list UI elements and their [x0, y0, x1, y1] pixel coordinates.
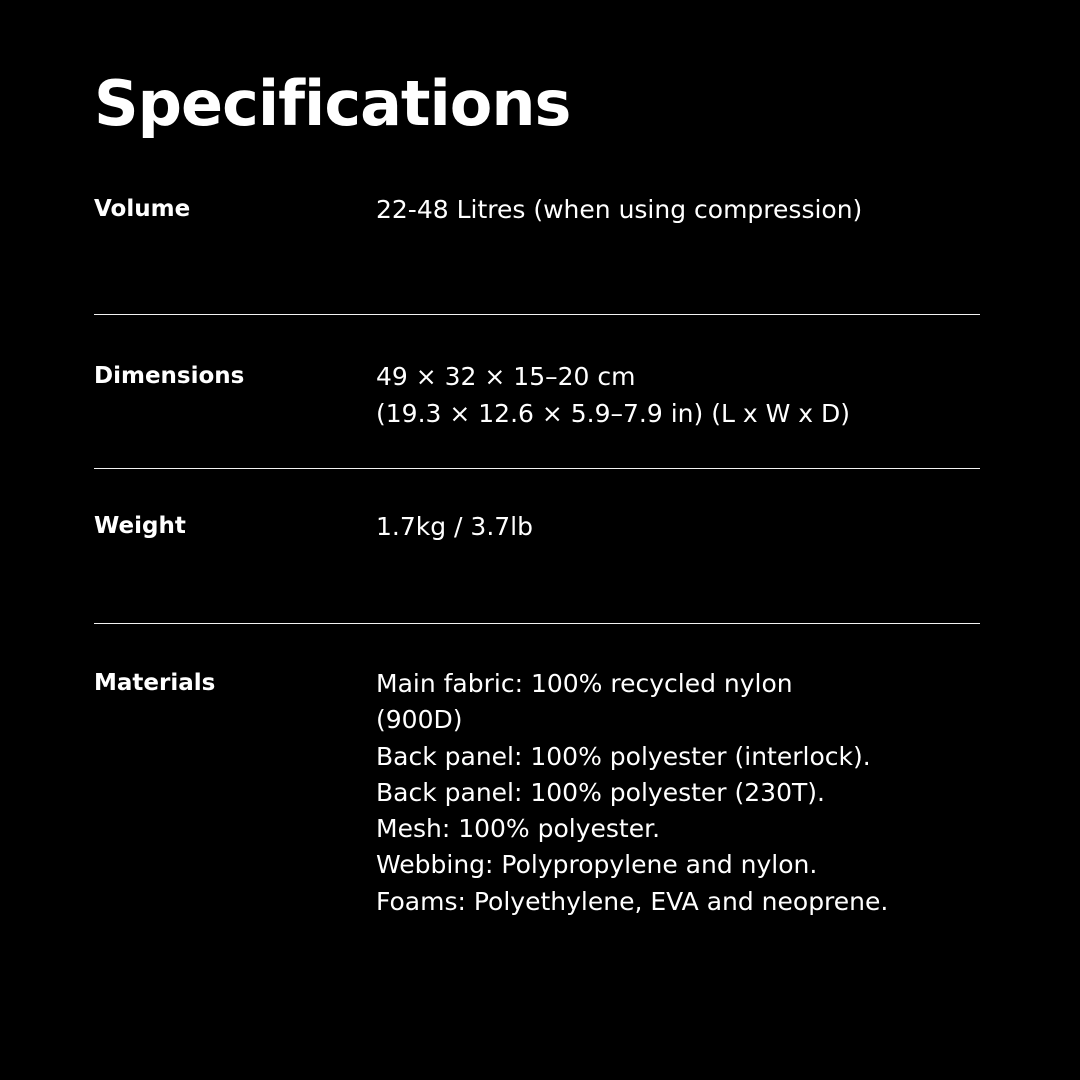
- spec-value-line: 22-48 Litres (when using compression): [376, 195, 863, 224]
- spec-value-line: Webbing: Polypropylene and nylon.: [376, 850, 818, 880]
- spec-label-volume: Volume: [94, 196, 191, 222]
- spec-value-weight: [376, 509, 980, 545]
- table-row: [94, 624, 980, 920]
- spec-value-line: Back panel: 100% polyester (interlock).: [376, 741, 871, 771]
- row-spacer: [94, 432, 980, 468]
- spec-label-weight: Weight: [94, 512, 186, 539]
- table-row: [94, 315, 980, 432]
- spec-label-dimensions: Dimensions: [94, 363, 245, 390]
- spec-value-line: Main fabric: 100% recycled nylon: [376, 669, 793, 698]
- spec-value-line: Mesh: 100% polyester.: [376, 814, 661, 843]
- table-row: [94, 469, 980, 545]
- spec-value-line: 49 × 32 × 15–20 cm: [376, 362, 636, 392]
- spec-value-line: (900D): [376, 705, 463, 735]
- spec-value-dimensions: [376, 359, 980, 432]
- row-divider: [94, 468, 980, 469]
- row-spacer: [94, 228, 980, 314]
- spec-label-materials: Materials: [94, 670, 216, 696]
- spec-value-materials: [376, 666, 980, 920]
- specifications-table: [94, 178, 980, 920]
- table-row: [94, 178, 980, 228]
- row-spacer: [94, 545, 980, 623]
- spec-value-line: Back panel: 100% polyester (230T).: [376, 777, 825, 807]
- spec-value-line: Foams: Polyethylene, EVA and neoprene.: [376, 886, 889, 916]
- spec-value-line: (19.3 × 12.6 × 5.9–7.9 in) (L x W x D): [376, 398, 850, 428]
- page-title: Specifications: [94, 66, 571, 140]
- spec-value-volume: [376, 192, 980, 228]
- spec-value-line: 1.7kg / 3.7lb: [376, 511, 533, 541]
- row-divider: [94, 314, 980, 315]
- row-divider: [94, 623, 980, 624]
